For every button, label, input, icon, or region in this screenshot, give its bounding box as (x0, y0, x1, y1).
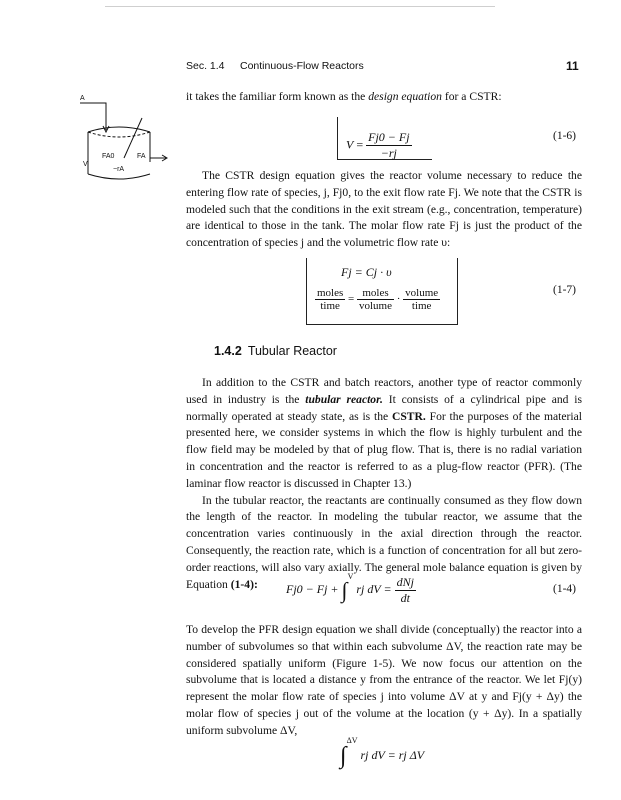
eq17-frac2 (357, 287, 394, 312)
para2-b: tubular reactor. (305, 392, 383, 406)
eq17-frac3 (403, 287, 440, 312)
eq14-fraction (395, 575, 416, 606)
eq16-number: (1-6) (553, 130, 576, 142)
eqlast-integral: ∫ (340, 742, 347, 769)
eqlast-body: rj dV = rj ΔV (360, 748, 425, 762)
intro-text: it takes the familiar form known as the (186, 90, 369, 103)
eqlast-upper: ΔV (346, 736, 358, 745)
liquid-surface (88, 132, 150, 137)
label-a: A (80, 95, 85, 102)
intro-tail: for a CSTR: (441, 90, 502, 103)
label-fa0: FA0 (102, 153, 115, 160)
cstr-figure (80, 88, 180, 188)
label-ra: −rA (113, 166, 125, 173)
para2-c: It consists of a cylindrical pipe and is normally operated at steady state, as is the (186, 392, 582, 423)
para2-e: For the purposes of the material presented here, we consider systems in which the flow is highly turbulent and the flow field may be modeled by that of plug flow. That is, there is no radial variation in concentration and the reactor is referred to as a plug-flow reactor (PFR). (The laminar flow reactor is discussed in Chapter 13.) (186, 409, 582, 490)
equation-1-6 (337, 117, 432, 160)
paragraph-tubular (186, 375, 582, 593)
para2-d: CSTR. (391, 409, 426, 423)
label-fa: FA (137, 153, 146, 160)
section-heading (214, 344, 337, 358)
intro-emph: design equation (368, 90, 442, 103)
stirrer-shaft (124, 118, 142, 158)
eq14-upper: V (347, 572, 354, 581)
paragraph-pfr (186, 622, 582, 740)
tank-bottom (88, 174, 150, 179)
eq14-lhs: Fj0 − Fj + (286, 582, 339, 596)
eq14-integral: ∫ (341, 577, 348, 603)
eq16-denominator: −rj (380, 146, 397, 160)
para3-b: (1-4): (230, 577, 258, 591)
eq14-denominator: dt (400, 590, 410, 605)
section-title: Tubular Reactor (247, 344, 337, 358)
eq17-frac2-n: moles (357, 287, 394, 300)
eq17-frac1-d: time (320, 300, 340, 312)
eq17-frac1 (315, 287, 345, 312)
eq14-integrand: rj dV = (356, 582, 392, 596)
eq16-numerator: Fj0 − Fj (368, 130, 410, 144)
eq17-frac2-d: volume (359, 300, 392, 312)
eq16-eq: = (356, 137, 364, 152)
intro-line (186, 89, 582, 106)
eq16-fraction (366, 130, 411, 161)
eq17-number: (1-7) (553, 284, 576, 296)
para4-text: To develop the PFR design equation we shall divide (conceptually) the reactor into a number of subvolumes so that within each subvolume ΔV, the reaction rate may be considered spatially uniform (Figure 1-5). We now focus our attention on the subvolume that is located a distance y from the entrance of the reactor. We let Fj(y) represent the molar flow rate of species j into volume ΔV at y and Fj(y + Δy) the molar flow of species j out of the volume at the location (y + Δy). In a spatially uniform subvolume ΔV, (186, 623, 582, 737)
eq17-frac1-n: moles (317, 287, 344, 299)
cstr-diagram (80, 88, 180, 188)
equation-1-7 (306, 258, 458, 325)
paragraph-cstr (186, 168, 582, 252)
para1-text: The CSTR design equation gives the reactor volume necessary to reduce the entering flow rate of species, j, Fj0, to the exit flow rate Fj. We note that the CSTR is modeled such that the conditions in the exit stream (e.g., concentration, temperature) are identical to those in the tank. The molar flow rate Fj is just the product of the concentration of species j and the volumetric flow rate υ: (186, 169, 582, 250)
equation-1-4 (286, 572, 416, 606)
eq17-dot: · (396, 293, 401, 306)
eq16-lhs: V (346, 137, 354, 152)
eq14-number: (1-4) (553, 583, 576, 595)
top-rule (105, 6, 495, 7)
header-title: Continuous-Flow Reactors (240, 60, 364, 72)
eq17-frac3-n: volume (405, 287, 439, 299)
eq17-frac3-d: time (411, 300, 432, 312)
eq14-numerator: dNj (396, 574, 414, 589)
page-number: 11 (566, 59, 579, 73)
eq17-line1: Fj = Cj · υ (341, 265, 392, 279)
header-section: Sec. 1.4 (186, 60, 225, 72)
tank-top (88, 127, 150, 132)
inlet-pipe (80, 103, 106, 130)
para3-a: In the tubular reactor, the reactants are continually consumed as they flow down the length of the reactor. In modeling the tubular reactor, we assume that the concentration varies continuously in the axial direction through the reactor. Consequently, the reaction rate, which is a function of concentration for all but zero-order reactions, will also vary axially. The general mole balance equation is given by Equation (186, 493, 582, 591)
equation-subvolume (340, 736, 424, 770)
eq17-eq: = (348, 293, 355, 306)
section-number: 1.4.2 (214, 344, 242, 358)
label-v: V (83, 161, 88, 168)
para2-a: In addition to the CSTR and batch reactors, another type of reactor commonly used in industry is the (186, 376, 582, 406)
